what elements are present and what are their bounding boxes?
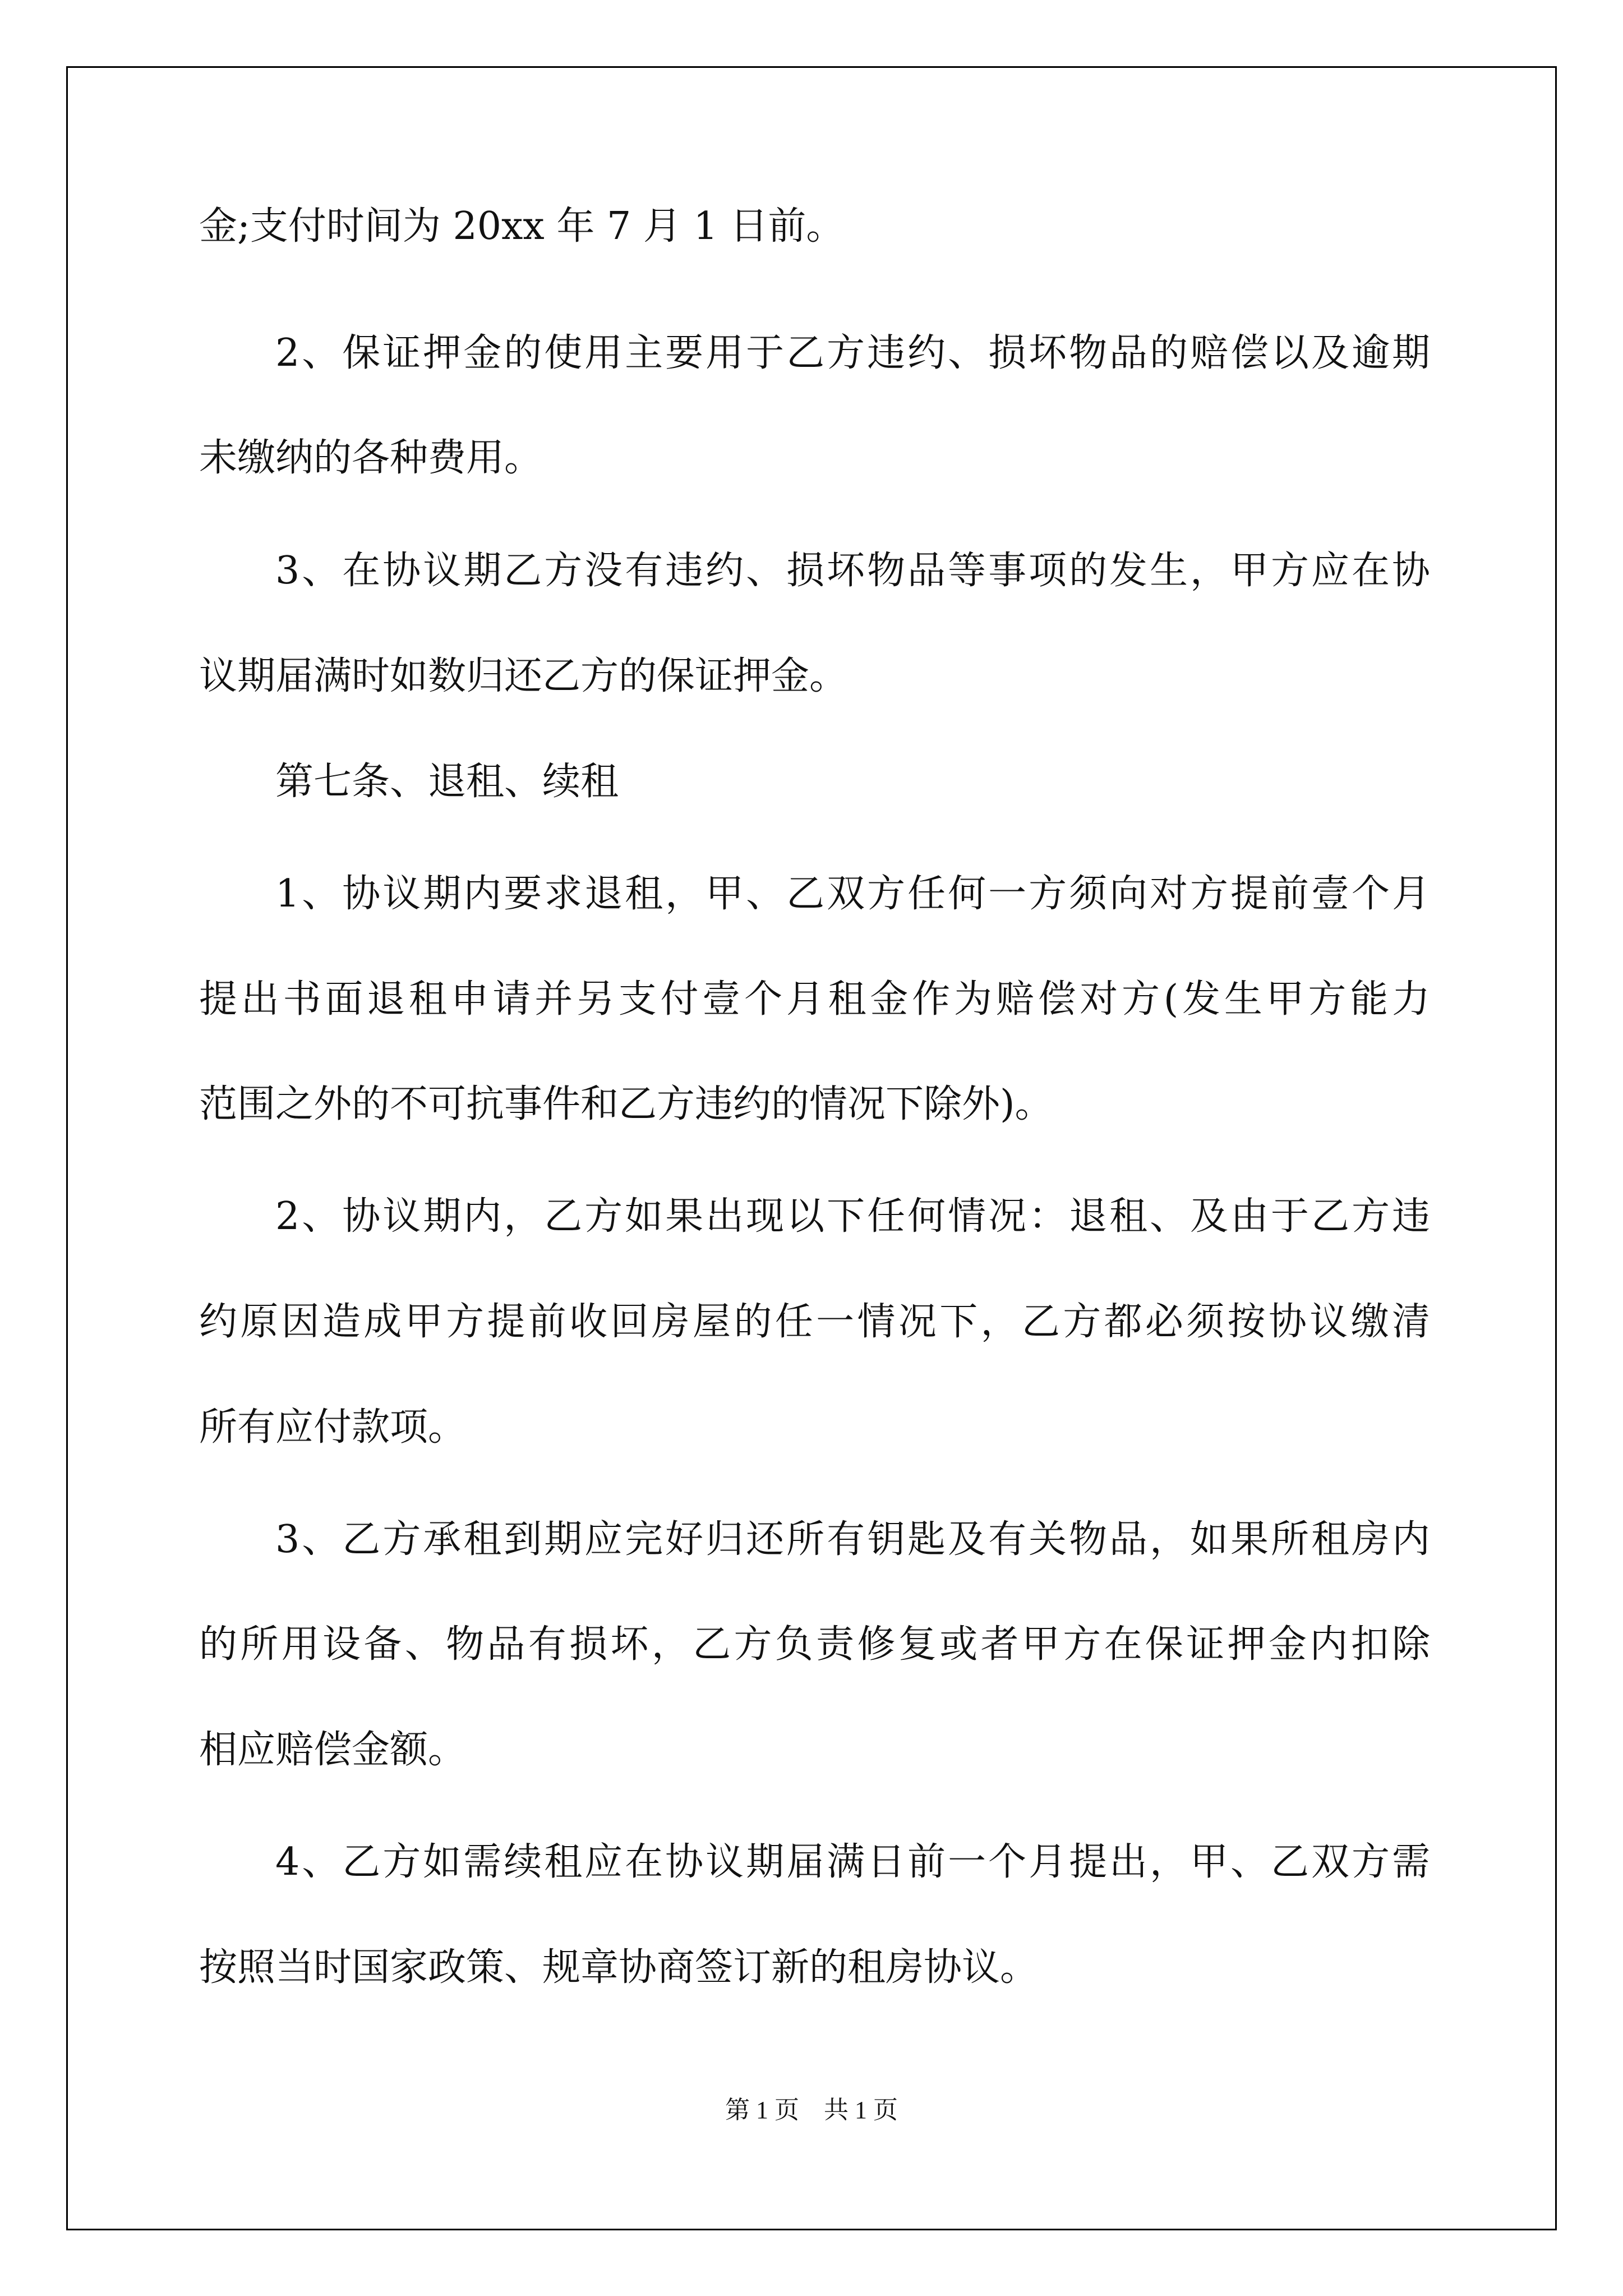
text-line: 2、保证押金的使用主要用于乙方违约、损坏物品的赔偿以及逾期 — [275, 331, 1430, 375]
text-line: 1、协议期内要求退租，甲、乙双方任何一方须向对方提前壹个月 — [275, 872, 1430, 916]
section-heading: 第七条、退租、续租 — [275, 760, 619, 804]
text-line: 4、乙方如需续租应在协议期届满日前一个月提出，甲、乙双方需 — [275, 1840, 1430, 1884]
text-line: 3、在协议期乙方没有违约、损坏物品等事项的发生，甲方应在协 — [275, 549, 1430, 593]
text-line: 约原因造成甲方提前收回房屋的任一情况下，乙方都必须按协议缴清 — [199, 1300, 1430, 1344]
page-number-footer: 第 1 页 共 1 页 — [725, 2096, 898, 2124]
text-line: 2、协议期内，乙方如果出现以下任何情况：退租、及由于乙方违 — [275, 1194, 1430, 1239]
text-line: 金;支付时间为 20xx 年 7 月 1 日前。 — [199, 204, 845, 249]
text-line: 提出书面退租申请并另支付壹个月租金作为赔偿对方(发生甲方能力 — [199, 977, 1430, 1022]
text-line: 所有应付款项。 — [199, 1405, 467, 1450]
text-line: 未缴纳的各种费用。 — [199, 436, 543, 480]
text-line: 议期届满时如数归还乙方的保证押金。 — [199, 654, 848, 698]
text-line: 相应赔偿金额。 — [199, 1728, 467, 1772]
text-line: 3、乙方承租到期应完好归还所有钥匙及有关物品，如果所租房内 — [275, 1517, 1430, 1562]
text-line: 的所用设备、物品有损坏，乙方负责修复或者甲方在保证押金内扣除 — [199, 1622, 1430, 1667]
text-line: 范围之外的不可抗事件和乙方违约的情况下除外)。 — [199, 1082, 1053, 1126]
page-border — [66, 66, 1557, 2230]
text-line: 按照当时国家政策、规章协商签订新的租房协议。 — [199, 1945, 1039, 1990]
